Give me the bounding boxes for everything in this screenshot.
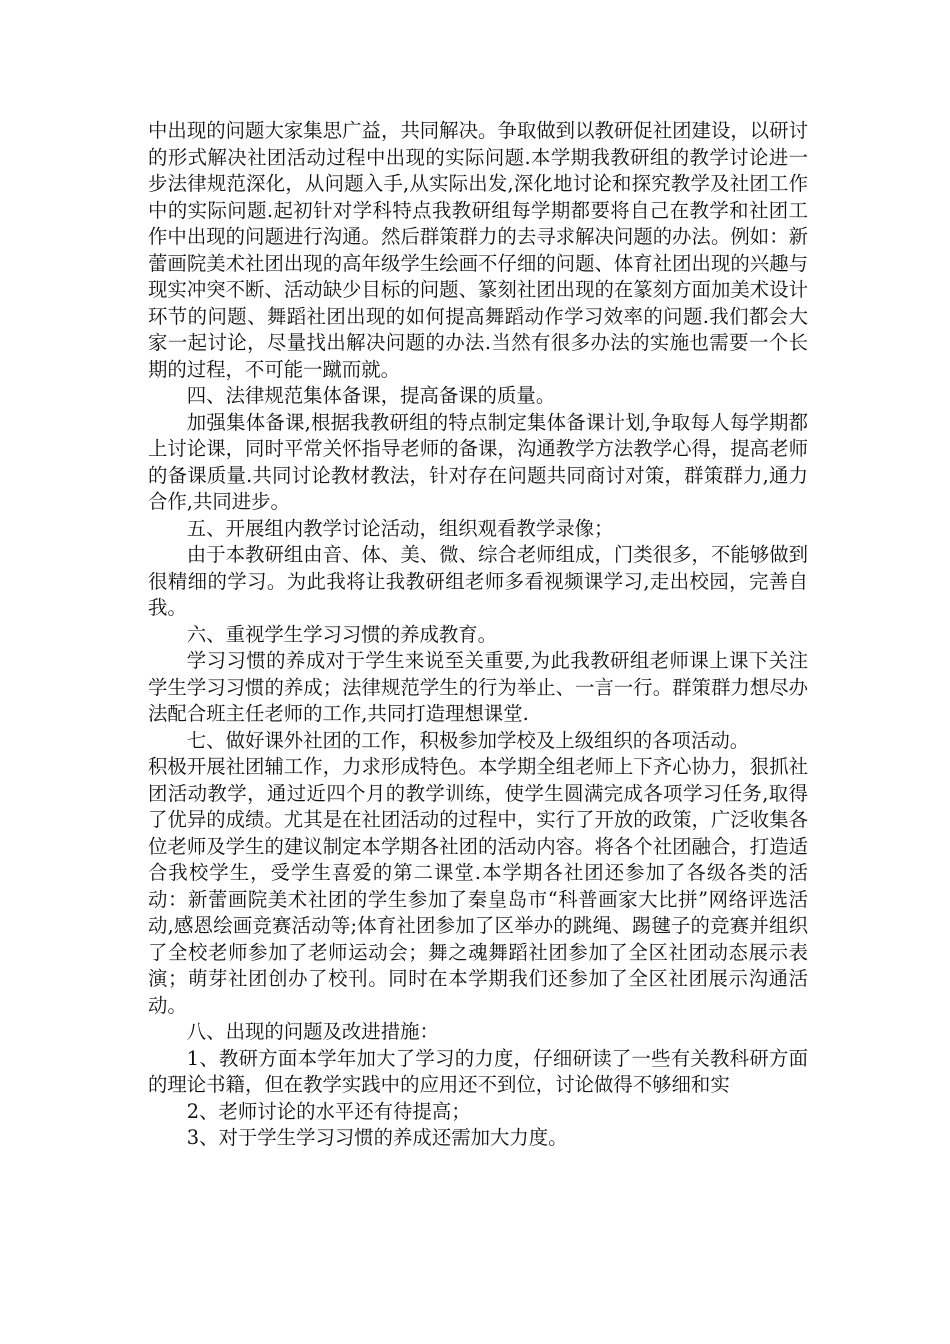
paragraph-study-habits: 学习习惯的养成对于学生来说至关重要,为此我教研组老师课上课下关注学生学习习惯的养成；法律规范学生的行为举止、一言一行。群策群力想尽办法配合班主任老师的工作,共同打造理想课堂.	[148, 649, 808, 725]
list-item-problem-3: 3、对于学生学习习惯的养成还需加大力度。	[186, 1126, 568, 1149]
heading-problems-improvements: 八、出现的问题及改进措施：	[186, 1020, 439, 1043]
list-item-problem-1: 1、教研方面本学年加大了学习的力度，仔细研读了一些有关教科研方面的理论书籍，但在教学实践中的应用还不到位，讨论做得不够细和实	[148, 1046, 808, 1096]
paragraph-discussion-problems: 中出现的问题大家集思广益，共同解决。争取做到以教研促社团建设，以研讨的形式解决社团活动过程中出现的实际问题.本学期我教研组的教学讨论进一步法律规范深化，从问题入手,从实际出发,深化地讨论和探究教学及社团工作中的实际问题.起初针对学科特点我教研组每学期都要将自己在教学和社团工作中出现的问题进行沟通。然后群策群力的去寻求解决问题的办法。例如：新蕾画院美术社团出现的高年级学生绘画不仔细的问题、体育社团出现的兴趣与现实冲突不断、活动缺少目标的问题、篆刻社团出现的在篆刻方面加美术设计环节的问题、舞蹈社团出现的如何提高舞蹈动作学习效率的问题.我们都会大家一起讨论，尽量找出解决问题的办法.当然有很多办法的实施也需要一个长期的过程，不可能一蹴而就。	[148, 119, 808, 381]
document-body	[148, 118, 808, 1152]
paragraph-teaching-discussion: 由于本教研组由音、体、美、微、综合老师组成，门类很多，不能够做到很精细的学习。为此我将让我教研组老师多看视频课学习,走出校园，完善自我。	[148, 543, 808, 619]
paragraph-club-work: 积极开展社团辅工作，力求形成特色。本学期全组老师上下齐心协力，狠抓社团活动教学，通过近四个月的教学训练，使学生圆满完成各项学习任务,取得了优异的成绩。尤其是在社团活动的过程中，实行了开放的政策，广泛收集各位老师及学生的建议制定本学期各社团的活动内容。将各个社团融合，打造适合我校学生，受学生喜爱的第二课堂.本学期各社团还参加了各级各类的活动：新蕾画院美术社团的学生参加了秦皇岛市“科普画家大比拼”网络评选活动,感恩绘画竞赛活动等;体育社团参加了区举办的跳绳、踢毽子的竞赛并组织了全校老师参加了老师运动会；舞之魂舞蹈社团参加了全区社团动态展示表演；萌芽社团创办了校刊。同时在本学期我们还参加了全区社团展示沟通活动。	[148, 755, 808, 1017]
heading-teaching-discussion: 五、开展组内教学讨论活动，组织观看教学录像；	[186, 516, 614, 540]
list-item-problem-2: 2、老师讨论的水平还有待提高；	[186, 1099, 471, 1123]
heading-collective-lesson-prep: 四、法律规范集体备课，提高备课的质量。	[186, 384, 556, 407]
heading-club-work: 七、做好课外社团的工作，积极参加学校及上级组织的各项活动。	[186, 728, 750, 752]
heading-study-habits: 六、重视学生学习习惯的养成教育。	[186, 622, 498, 646]
paragraph-collective-lesson-prep: 加强集体备课,根据我教研组的特点制定集体备课计划,争取每人每学期都上讨论课，同时平常关怀指导老师的备课，沟通教学方法教学心得，提高老师的备课质量.共同讨论教材教法，针对存在问题共同商讨对策，群策群力,通力合作,共同进步。	[148, 410, 808, 513]
